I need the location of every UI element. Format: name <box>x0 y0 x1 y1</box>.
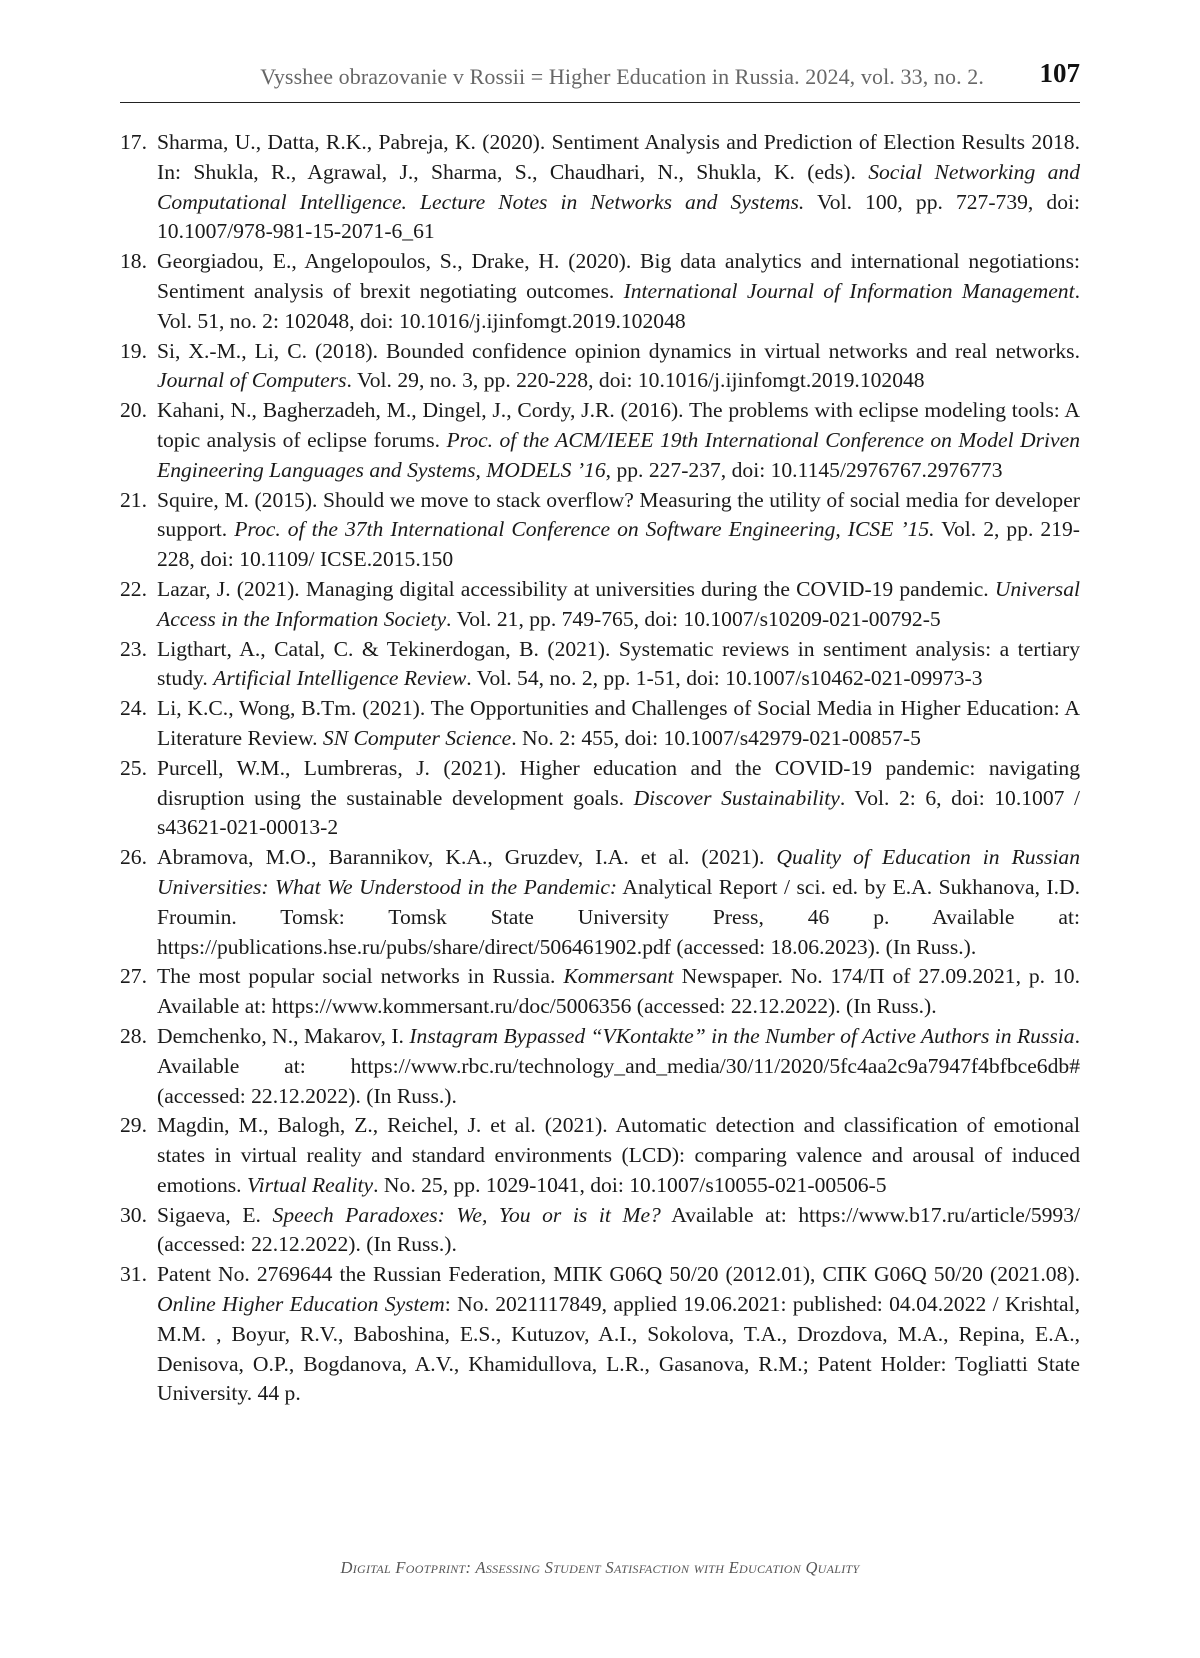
page-number: 107 <box>1039 58 1080 88</box>
reference-details: Analytical Report / sci. ed. by E.A. Sukhanova, I.D. Froumin. Tomsk: Tomsk State University Press, 46 p. Available at: https://publications.hse.ru/pubs/share/direct/506461902.pdf (accessed: 18.06.2023). (In Russ.). <box>157 874 1080 959</box>
reference-authors-title: Si, X.-M., Li, C. (2018). Bounded confidence opinion dynamics in virtual networks and real networks. <box>157 338 1080 363</box>
reference-text <box>157 339 1080 393</box>
reference-source-title: Journal of Computers <box>157 368 347 393</box>
reference-source-title: Discover Sustainability <box>633 785 840 810</box>
reference-number: 21. <box>120 487 147 512</box>
reference-details: , pp. 227-237, doi: 10.1145/2976767.2976773 <box>605 457 1003 482</box>
reference-details: : No. 2021117849, applied 19.06.2021: published: 04.04.2022 / Krishtal, M.M. , Boyur, R.V., Baboshina, E.S., Kutuzov, A.I., Sokolova, T.A., Drozdova, M.A., Repina, E.A., Denisova, O.P., Bogdanova, A.V., Khamidullova, L.R., Gasanova, R.M.; Patent Holder: Togliatti State University. 44 p. <box>157 1292 1080 1406</box>
reference-details: . Vol. 2: 6, doi: 10.1007 / s43621-021-00013-2 <box>157 785 1080 840</box>
reference-source-title: SN Computer Science <box>322 725 512 750</box>
reference-item <box>120 1260 1080 1409</box>
reference-number: 29. <box>120 1113 147 1138</box>
reference-text <box>157 1113 1080 1197</box>
reference-text <box>157 964 1080 1018</box>
reference-details: . No. 25, pp. 1029-1041, doi: 10.1007/s10055-021-00506-5 <box>373 1172 887 1197</box>
reference-item <box>120 843 1080 962</box>
reference-source-title: Proc. of the 37th International Conference on Software Engineering, ICSE ’15. <box>234 517 935 542</box>
reference-number: 26. <box>120 845 147 870</box>
reference-source-title: Instagram Bypassed “VKontakte” in the Number of Active Authors in Russia <box>409 1023 1075 1048</box>
reference-source-title: Kommersant <box>563 964 674 989</box>
reference-details: . Vol. 51, no. 2: 102048, doi: 10.1016/j.ijinfomgt.2019.102048 <box>157 278 1080 333</box>
reference-details: . Vol. 54, no. 2, pp. 1-51, doi: 10.1007/s10462-021-09973-3 <box>466 666 983 691</box>
reference-authors-title: Kahani, N., Bagherzadeh, M., Dingel, J., Cordy, J.R. (2016). The problems with eclipse modeling tools: A topic analysis of eclipse forums. <box>157 398 1080 452</box>
reference-number: 31. <box>120 1262 147 1287</box>
reference-text <box>157 249 1080 333</box>
reference-number: 19. <box>120 338 147 363</box>
reference-source-title: Quality of Education in Russian Universities: What We Understood in the Pandemic: <box>157 845 1080 899</box>
reference-number: 20. <box>120 398 147 423</box>
reference-details: . Vol. 21, pp. 749-765, doi: 10.1007/s10209-021-00792-5 <box>446 606 941 631</box>
reference-text <box>157 577 1080 631</box>
reference-number: 17. <box>120 130 147 154</box>
reference-text <box>157 398 1080 482</box>
reference-item <box>120 694 1080 754</box>
reference-number: 30. <box>120 1202 147 1227</box>
reference-source-title: Proc. of the ACM/IEEE 19th International Conference on Model Driven Engineering Languages and Systems, MODELS ’16 <box>157 427 1080 482</box>
reference-authors-title: Demchenko, N., Makarov, I. <box>157 1023 410 1048</box>
reference-details: Newspaper. No. 174/П of 27.09.2021, p. 10. Available at: https://www.kommersant.ru/doc/5006356 (accessed: 22.12.2022). (In Russ.). <box>157 964 1080 1019</box>
reference-item <box>120 247 1080 336</box>
reference-number: 28. <box>120 1023 147 1048</box>
reference-source-title: Speech Paradoxes: We, You or is it Me? <box>272 1202 661 1227</box>
reference-details: . No. 2: 455, doi: 10.1007/s42979-021-00857-5 <box>511 725 921 750</box>
reference-details: . Available at: https://www.rbc.ru/technology_and_media/30/11/2020/5fc4aa2c9a7947f4bfbce6db# (accessed: 22.12.2022). (In Russ.). <box>157 1023 1080 1108</box>
reference-authors-title: Abramova, M.O., Barannikov, K.A., Gruzdev, I.A. et al. (2021). <box>157 845 777 870</box>
reference-item <box>120 962 1080 1022</box>
reference-authors-title: Magdin, M., Balogh, Z., Reichel, J. et al. (2021). Automatic detection and classification of emotional states in virtual reality and standard environments (LCD): comparing valence and arousal of induced emotions. <box>157 1113 1080 1197</box>
reference-details: Available at: https://www.b17.ru/article/5993/ (accessed: 22.12.2022). (In Russ.). <box>157 1202 1081 1257</box>
reference-item <box>120 128 1080 247</box>
reference-item <box>120 1022 1080 1111</box>
reference-item <box>120 337 1080 397</box>
reference-details: Vol. 100, pp. 727-739, doi: 10.1007/978-981-15-2071-6_61 <box>157 189 1080 244</box>
reference-authors-title: Sharma, U., Datta, R.K., Pabreja, K. (2020). Sentiment Analysis and Prediction of Election Results 2018. In: Shukla, R., Agrawal, J., Sharma, S., Chaudhari, N., Shukla, K. (eds). <box>157 130 1080 184</box>
reference-number: 24. <box>120 696 147 721</box>
reference-authors-title: Patent No. 2769644 the Russian Federation, МПК G06Q 50/20 (2012.01), СПК G06Q 50/20 (2021.08). <box>157 1262 1080 1287</box>
reference-source-title: Online Higher Education System <box>157 1292 445 1317</box>
running-footer-title: Digital Footprint: Assessing Student Satisfaction with Education Quality <box>340 1558 860 1577</box>
reference-list <box>120 128 1080 1409</box>
reference-number: 23. <box>120 636 147 661</box>
reference-authors-title: Li, K.C., Wong, B.Tm. (2021). The Opportunities and Challenges of Social Media in Higher Education: A Literature Review. <box>157 696 1080 750</box>
reference-item <box>120 486 1080 575</box>
reference-text <box>157 845 1080 958</box>
reference-source-title: Artificial Intelligence Review <box>213 666 467 691</box>
reference-source-title: Virtual Reality <box>246 1172 374 1197</box>
reference-item <box>120 1201 1080 1261</box>
reference-text <box>157 1203 1080 1257</box>
reference-details: . Vol. 29, no. 3, pp. 220-228, doi: 10.1016/j.ijinfomgt.2019.102048 <box>346 368 925 393</box>
reference-authors-title: Sigaeva, E. <box>157 1202 273 1227</box>
reference-item <box>120 1111 1080 1200</box>
journal-citation: Vysshee obrazovanie v Rossii = Higher Education in Russia. 2024, vol. 33, no. 2. <box>260 64 984 89</box>
reference-number: 25. <box>120 755 147 780</box>
reference-details: Vol. 2, pp. 219-228, doi: 10.1109/ ICSE.2015.150 <box>157 517 1080 572</box>
reference-item <box>120 575 1080 635</box>
reference-text <box>157 756 1080 840</box>
reference-authors-title: Purcell, W.M., Lumbreras, J. (2021). Higher education and the COVID-19 pandemic: navigating disruption using the sustainable development goals. <box>157 755 1080 810</box>
reference-text <box>157 696 1080 750</box>
reference-authors-title: Squire, M. (2015). Should we move to stack overflow? Measuring the utility of social media for developer support. <box>157 487 1080 542</box>
reference-item <box>120 396 1080 485</box>
reference-source-title: International Journal of Information Management <box>623 278 1075 303</box>
reference-text <box>157 1024 1080 1108</box>
reference-source-title: Social Networking and Computational Intelligence. Lecture Notes in Networks and Systems. <box>157 159 1080 214</box>
reference-authors-title: Ligthart, A., Catal, C. & Tekinerdogan, B. (2021). Systematic reviews in sentiment analysis: a tertiary study. <box>157 636 1080 691</box>
reference-authors-title: Georgiadou, E., Angelopoulos, S., Drake, H. (2020). Big data analytics and international negotiations: Sentiment analysis of brexit negotiating outcomes. <box>157 249 1080 303</box>
running-header <box>120 58 1080 103</box>
reference-authors-title: Lazar, J. (2021). Managing digital accessibility at universities during the COVID-19 pandemic. <box>157 576 995 601</box>
reference-text <box>157 637 1080 691</box>
reference-text <box>157 1262 1080 1405</box>
reference-text <box>157 488 1080 572</box>
reference-item <box>120 635 1080 695</box>
reference-number: 18. <box>120 249 147 274</box>
reference-source-title: Universal Access in the Information Society <box>157 576 1080 631</box>
reference-authors-title: The most popular social networks in Russia. <box>157 964 564 989</box>
reference-item <box>120 754 1080 843</box>
reference-number: 27. <box>120 964 147 989</box>
reference-number: 22. <box>120 576 147 601</box>
reference-text <box>157 130 1080 243</box>
